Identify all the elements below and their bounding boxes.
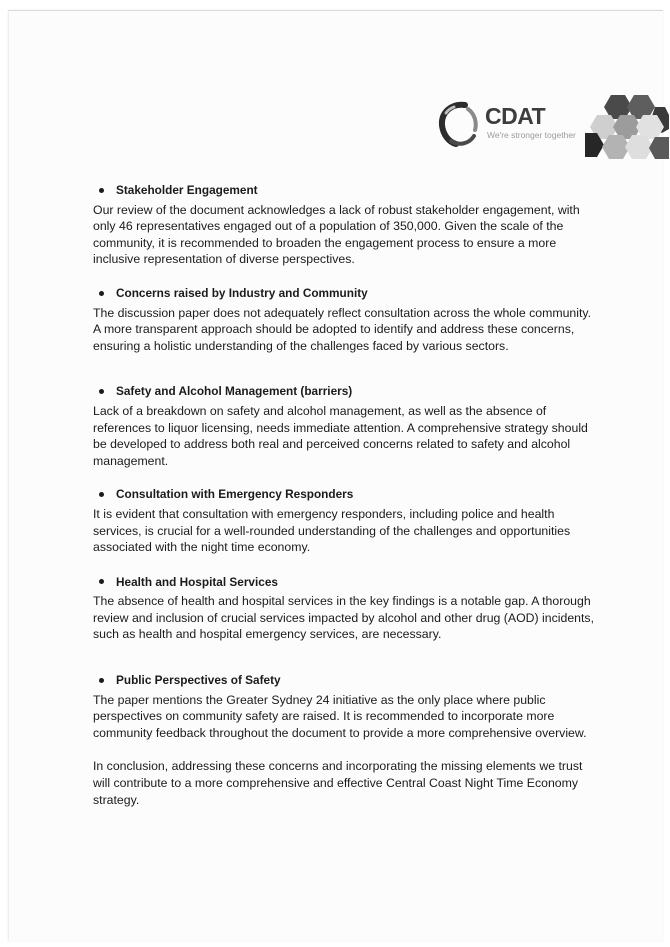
section-heading [93,672,595,689]
bullet-dot-icon [99,389,104,394]
section-heading [93,486,595,503]
section-heading [93,383,595,400]
section-heading-text: Public Perspectives of Safety [116,673,281,688]
section-heading [93,285,595,302]
bullet-dot-icon [99,579,104,584]
document-page [8,10,663,941]
section-industry-community-concerns [93,285,595,354]
section-paragraph: Our review of the document acknowledges a lack of robust stakeholder engagement, with only 46 representatives engaged out of a population of 350,000. Given the scale of the community, it is recommended to broaden the engagement process to ensure a more inclusive representation of diverse perspectives. [93,202,580,267]
section-heading [93,574,595,591]
section-heading-text: Health and Hospital Services [116,574,278,589]
section-emergency-responders [93,486,595,555]
section-heading-text: Consultation with Emergency Responders [116,487,354,502]
section-heading-text: Safety and Alcohol Management (barriers) [116,384,353,399]
section-paragraph: The absence of health and hospital services in the key findings is a notable gap. A thorough review and inclusion of crucial services impacted by alcohol and other drug (AOD) incidents, such as health and hospital emergency services, are necessary. [93,594,594,642]
bullet-dot-icon [99,678,104,683]
section-stakeholder-engagement [93,182,595,268]
bullet-dot-icon [99,188,104,193]
section-heading-text: Concerns raised by Industry and Community [116,285,368,300]
hexagon-cluster-icon [585,93,669,161]
section-heading [93,182,595,199]
conclusion-paragraph: In conclusion, addressing these concerns and incorporating the missing elements we trust will contribute to a more comprehensive and effective Central Coast Night Time Economy strategy. [93,759,583,807]
section-safety-alcohol-management [93,383,595,469]
logo-tagline: We're stronger together [487,130,576,140]
bleed-through-shadow [39,89,279,151]
section-paragraph: The paper mentions the Greater Sydney 24 initiative as the only place where public perspectives on community safety are raised. It is recommended to incorporate more community feedback throughout the document to provide a more comprehensive overview. [93,692,587,740]
bullet-dot-icon [99,291,104,296]
section-paragraph: The discussion paper does not adequately reflect consultation across the whole community. A more transparent approach should be adopted to identify and address these concerns, ensuring a holistic understanding of the challenges faced by various sectors. [93,305,592,353]
section-paragraph: It is evident that consultation with emergency responders, including police and health services, is crucial for a well-rounded understanding of the challenges and opportunities associated with the night time economy. [93,506,571,555]
cdat-logo [432,93,669,163]
document-body [93,182,595,808]
section-health-hospital-services [93,574,595,643]
logo-title: CDAT [485,103,546,129]
section-heading-text: Stakeholder Engagement [116,183,258,197]
section-paragraph: Lack of a breakdown on safety and alcohol management, as well as the absence of references to liquor licensing, needs immediate attention. A comprehensive strategy should be developed to address both real and perceived concerns related to safety and alcohol management. [93,403,588,468]
bullet-dot-icon [99,492,104,497]
section-public-perspectives-safety [93,672,595,741]
c-ring-logo-icon [437,101,481,147]
